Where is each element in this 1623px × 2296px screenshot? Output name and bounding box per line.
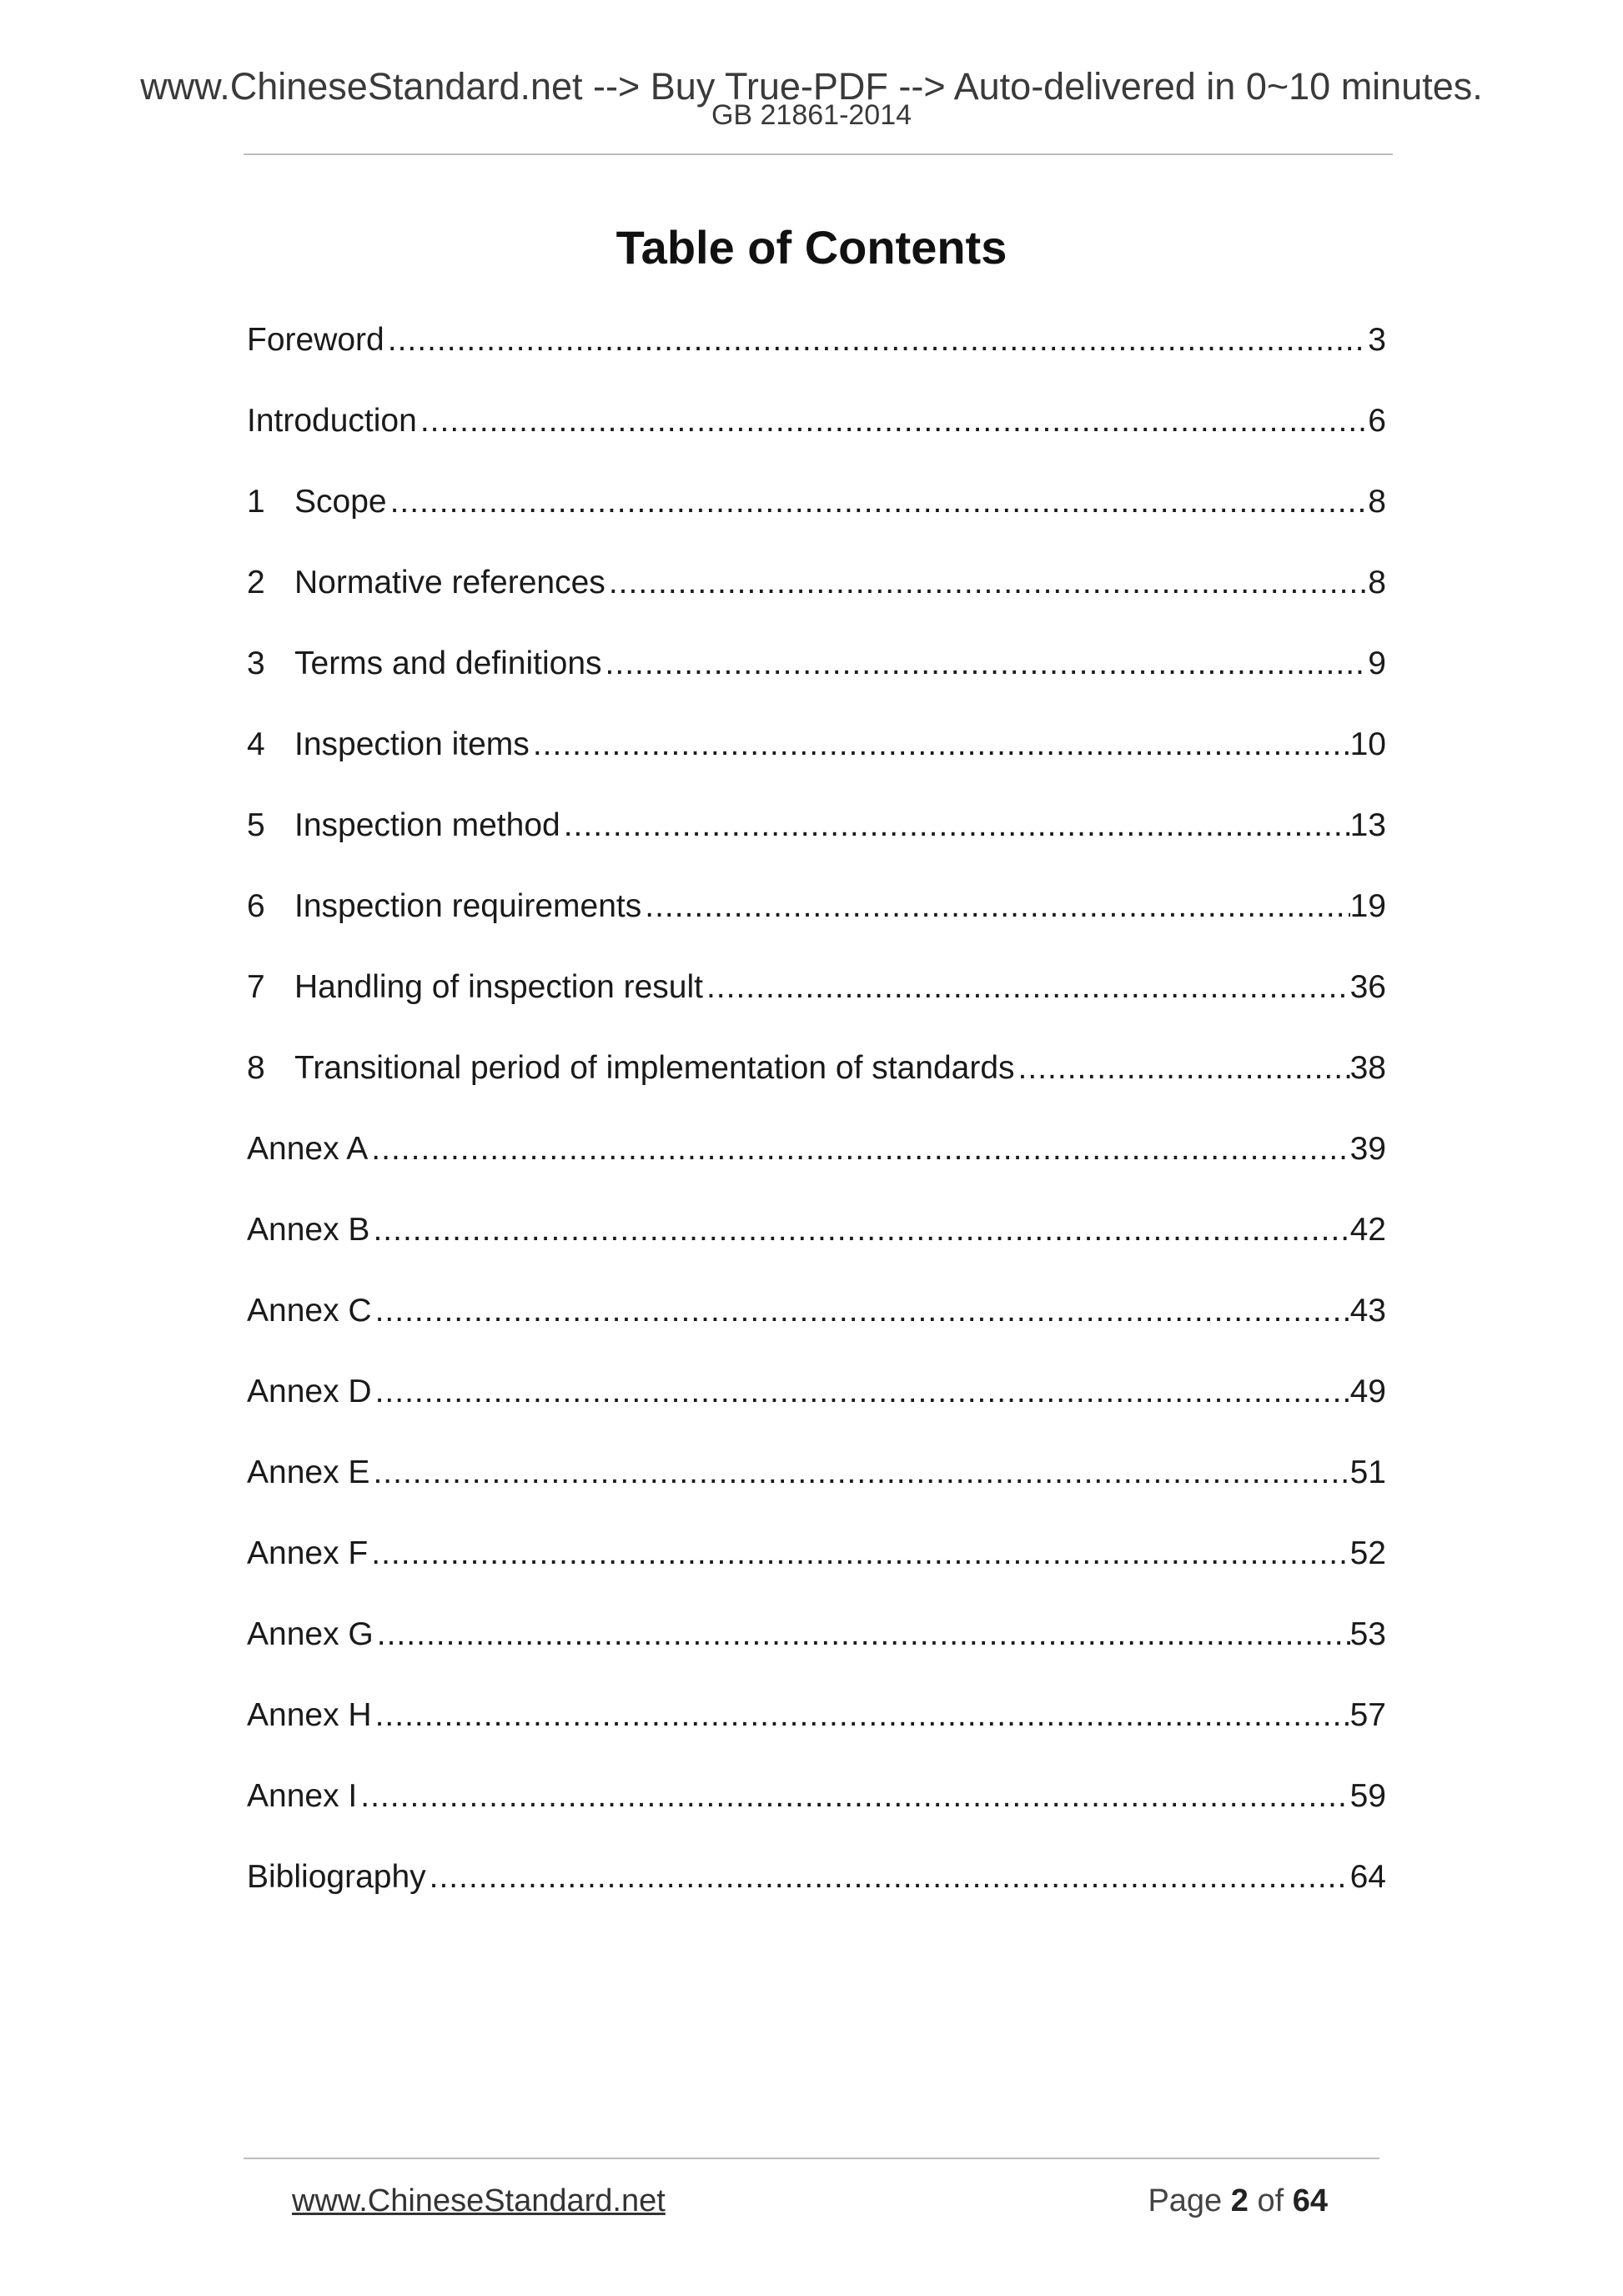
toc-entry-annex-i[interactable] xyxy=(247,1771,1386,1852)
toc-leader-dots xyxy=(426,1852,1350,1902)
toc-entry-label: Annex C xyxy=(247,1293,372,1329)
toc-entry-number: 6 xyxy=(247,888,265,924)
toc-entry-handling-of-inspection-result[interactable] xyxy=(247,962,1386,1043)
toc-entry-label: Annex F xyxy=(247,1535,369,1571)
toc-leader-dots xyxy=(372,1691,1350,1741)
toc-entry-number: 3 xyxy=(247,646,265,681)
toc-entry-page: 19 xyxy=(1349,888,1386,924)
toc-entry-page: 49 xyxy=(1349,1374,1386,1409)
toc-entry-number: 4 xyxy=(247,726,265,762)
toc-entry-scope[interactable] xyxy=(247,477,1386,558)
toc-entry-label: Introduction xyxy=(247,403,417,439)
toc-entry-introduction[interactable] xyxy=(247,396,1386,477)
toc-entry-terms-and-definitions[interactable] xyxy=(247,639,1386,720)
toc-entry-number: 5 xyxy=(247,807,265,843)
toc-leader-dots xyxy=(368,1124,1349,1174)
current-page-number: 2 xyxy=(1230,2183,1249,2218)
toc-entry-page: 42 xyxy=(1349,1212,1386,1248)
toc-leader-dots xyxy=(703,962,1350,1012)
toc-leader-dots xyxy=(372,1286,1350,1336)
page-prefix: Page xyxy=(1148,2183,1223,2218)
toc-entry-label: Terms and definitions xyxy=(294,646,602,681)
table-of-contents xyxy=(247,315,1386,1933)
toc-entry-annex-h[interactable] xyxy=(247,1691,1386,1771)
toc-entry-label: Annex B xyxy=(247,1212,370,1248)
toc-entry-number: 1 xyxy=(247,484,265,520)
toc-leader-dots xyxy=(417,396,1368,446)
toc-entry-label: Annex H xyxy=(247,1697,372,1733)
toc-entry-label: Annex I xyxy=(247,1778,358,1814)
toc-entry-page: 8 xyxy=(1368,565,1386,600)
toc-leader-dots xyxy=(357,1771,1349,1821)
toc-entry-page: 38 xyxy=(1349,1050,1386,1086)
toc-leader-dots xyxy=(369,1448,1349,1498)
toc-entry-label: Scope xyxy=(294,484,387,520)
toc-entry-bibliography[interactable] xyxy=(247,1852,1386,1933)
toc-entry-page: 8 xyxy=(1368,484,1386,520)
toc-entry-number: 7 xyxy=(247,969,265,1005)
toc-entry-annex-g[interactable] xyxy=(247,1610,1386,1691)
toc-leader-dots xyxy=(387,477,1369,527)
toc-leader-dots xyxy=(369,1205,1349,1255)
toc-entry-annex-c[interactable] xyxy=(247,1286,1386,1367)
toc-entry-label: Annex D xyxy=(247,1374,372,1409)
toc-leader-dots xyxy=(641,882,1349,932)
toc-entry-label: Annex E xyxy=(247,1454,370,1490)
toc-leader-dots xyxy=(374,1610,1350,1660)
document-id: GB 21861-2014 xyxy=(711,99,912,131)
toc-entry-annex-f[interactable] xyxy=(247,1529,1386,1610)
toc-entry-annex-a[interactable] xyxy=(247,1124,1386,1205)
toc-entry-page: 53 xyxy=(1349,1616,1386,1652)
toc-leader-dots xyxy=(560,801,1350,851)
toc-entry-page: 59 xyxy=(1349,1778,1386,1814)
toc-entry-normative-references[interactable] xyxy=(247,558,1386,639)
toc-entry-label: Normative references xyxy=(294,565,605,600)
toc-leader-dots xyxy=(1015,1043,1350,1093)
toc-entry-number: 2 xyxy=(247,565,265,600)
footer-divider xyxy=(244,2158,1379,2159)
toc-entry-page: 13 xyxy=(1349,807,1386,843)
toc-entry-label: Transitional period of implementation of standards xyxy=(294,1050,1015,1086)
toc-entry-label: Handling of inspection result xyxy=(294,969,703,1005)
page-number xyxy=(1148,2180,1328,2222)
toc-entry-label: Annex G xyxy=(247,1616,374,1652)
toc-leader-dots xyxy=(605,558,1368,608)
toc-leader-dots xyxy=(384,315,1369,365)
toc-leader-dots xyxy=(372,1367,1350,1417)
page-separator: of xyxy=(1257,2183,1284,2218)
toc-entry-inspection-method[interactable] xyxy=(247,801,1386,882)
toc-entry-annex-e[interactable] xyxy=(247,1448,1386,1529)
toc-entry-label: Annex A xyxy=(247,1131,369,1167)
toc-entry-page: 64 xyxy=(1349,1859,1386,1895)
toc-entry-transitional-period[interactable] xyxy=(247,1043,1386,1124)
header-banner: www.ChineseStandard.net --> Buy True-PDF --> Auto-delivered in 0~10 minutes. xyxy=(140,65,1483,108)
toc-entry-annex-d[interactable] xyxy=(247,1367,1386,1448)
footer-website-link[interactable]: www.ChineseStandard.net xyxy=(292,2183,666,2218)
toc-entry-page: 51 xyxy=(1349,1454,1386,1490)
toc-entry-label: Foreword xyxy=(247,322,384,358)
toc-leader-dots xyxy=(602,639,1369,689)
toc-leader-dots xyxy=(368,1529,1349,1579)
toc-entry-label: Bibliography xyxy=(247,1859,426,1895)
toc-entry-page: 9 xyxy=(1368,646,1386,681)
toc-entry-number: 8 xyxy=(247,1050,265,1086)
toc-title: Table of Contents xyxy=(616,221,1007,274)
toc-entry-label: Inspection items xyxy=(294,726,530,762)
total-page-count: 64 xyxy=(1292,2183,1328,2218)
toc-entry-page: 10 xyxy=(1349,726,1386,762)
toc-entry-label: Inspection requirements xyxy=(294,888,642,924)
toc-entry-page: 43 xyxy=(1349,1293,1386,1329)
toc-entry-label: Inspection method xyxy=(294,807,560,843)
toc-entry-page: 6 xyxy=(1368,403,1386,439)
header-divider xyxy=(244,153,1393,155)
toc-entry-annex-b[interactable] xyxy=(247,1205,1386,1286)
toc-leader-dots xyxy=(530,720,1350,770)
toc-entry-page: 57 xyxy=(1349,1697,1386,1733)
toc-entry-page: 52 xyxy=(1349,1535,1386,1571)
toc-entry-inspection-items[interactable] xyxy=(247,720,1386,801)
toc-entry-foreword[interactable] xyxy=(247,315,1386,396)
toc-entry-page: 39 xyxy=(1349,1131,1386,1167)
toc-entry-page: 3 xyxy=(1368,322,1386,358)
toc-entry-inspection-requirements[interactable] xyxy=(247,882,1386,962)
toc-entry-page: 36 xyxy=(1349,969,1386,1005)
